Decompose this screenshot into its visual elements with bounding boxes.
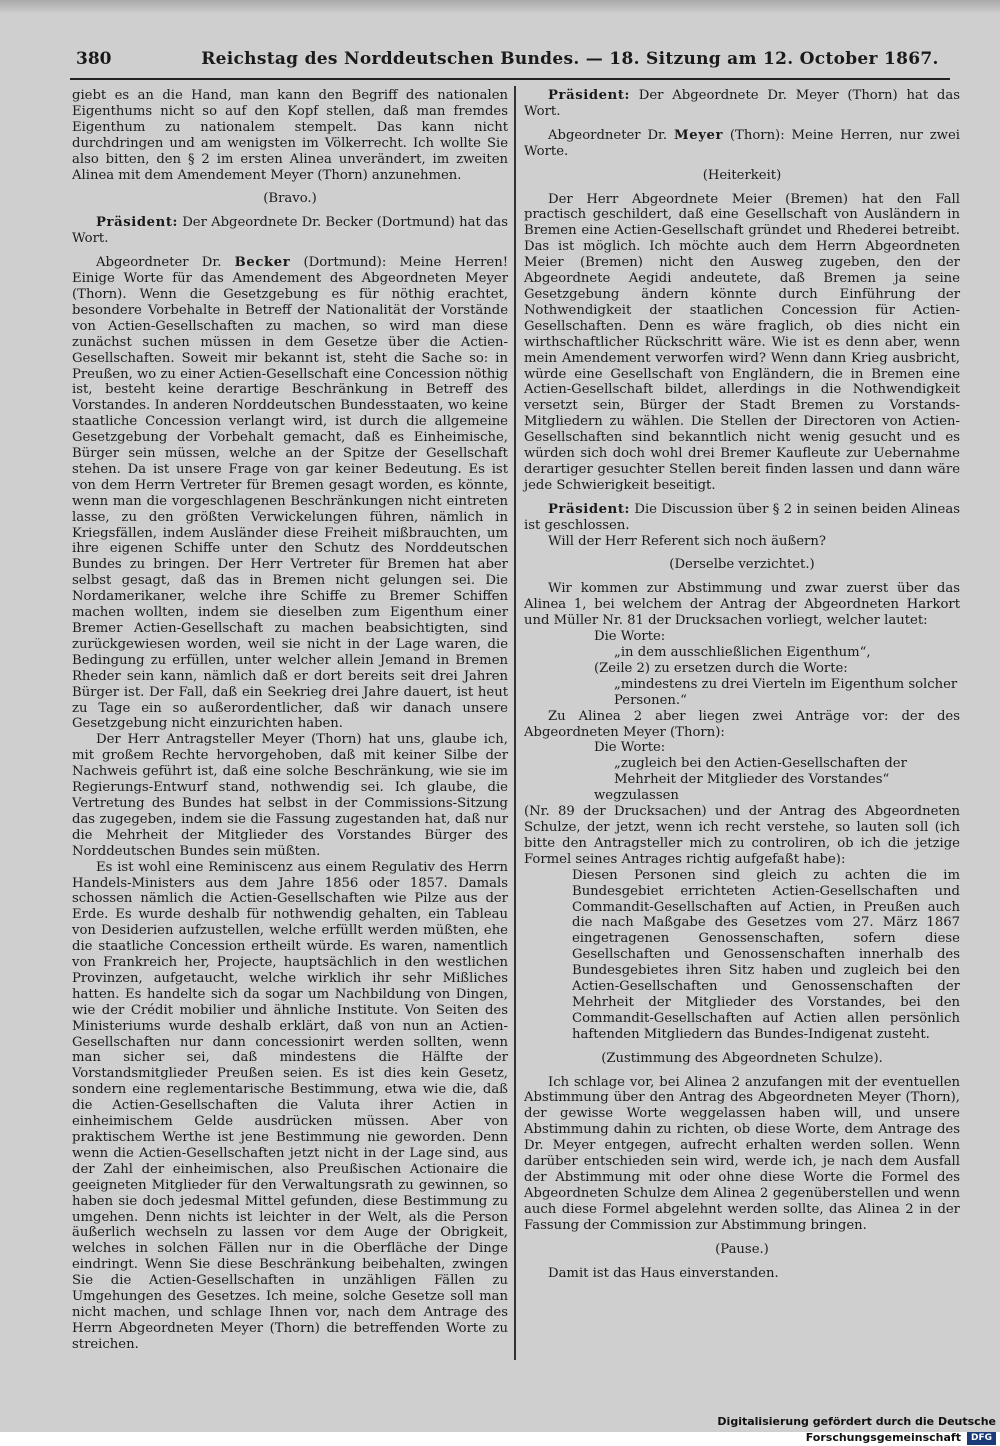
statement-text: Der Abgeordnete Dr. Becker (Dortmund) hat das Wort.	[72, 215, 509, 247]
page-header	[70, 42, 950, 76]
president-statement	[524, 502, 960, 534]
interjection-zustimmung: (Zustimmung des Abgeordneten Schulze).	[601, 1050, 883, 1066]
speaker-label: Präsident:	[548, 501, 631, 517]
interjection-verzichtet: (Derselbe verzichtet.)	[669, 557, 815, 573]
quote-line: „mindestens zu drei Vierteln im Eigenthum solcher Personen.“	[614, 676, 958, 708]
speech-becker	[72, 255, 508, 732]
running-title: Reichstag des Norddeutschen Bundes. — 18. Sitzung am 12. October 1867.	[201, 49, 939, 69]
right-column	[524, 88, 960, 1281]
paragraph: giebt es an die Hand, man kann den Begriff des nationalen Eigenthums nicht so auf den Kopf stellen, daß man fremdes Eigenthum zu nationalem stempelt. Das kann nicht durchdringen und am wenigsten im Völkerrecht. Ich wollte Sie also bitten, den § 2 im ersten Alinea unverändert, im zweiten Alinea mit dem Amendement Meyer (Thorn) anzunehmen.	[72, 88, 508, 183]
speaker-label: Präsident:	[548, 88, 631, 103]
statement-text: Die Discussion über § 2 in seinen beiden Alineas ist geschlossen.	[524, 501, 960, 533]
quote-line: Die Worte:	[594, 740, 666, 756]
speech-lead: Abgeordneter Dr.	[96, 255, 222, 271]
footer-text: Digitalisierung gefördert durch die Deutsche Forschungsgemeinschaft	[717, 1415, 996, 1444]
left-column	[72, 88, 508, 1353]
paragraph: Zu Alinea 2 aber liegen zwei Anträge vor: der des Abgeordneten Meyer (Thorn):	[524, 708, 960, 740]
paragraph: Damit ist das Haus einverstanden.	[548, 1265, 779, 1281]
column-divider	[514, 86, 516, 1360]
speech-text: (Thorn): Meine Herren, nur zwei Worte.	[524, 127, 960, 159]
quote-line: Die Worte:	[594, 629, 666, 645]
speaker-name: Becker	[234, 255, 291, 271]
quote-line: wegzulassen	[594, 788, 679, 804]
speaker-name: Meyer	[674, 127, 723, 143]
paragraph: Der Herr Antragsteller Meyer (Thorn) hat uns, glaube ich, mit großem Rechte hervorgehoben, daß mit keiner Silbe der Nachweis geführt ist, daß eine solche Beschränkung, wie sie im Regierungs-Entwurf stand, nothwendig sei. Ich glaube, die Vertretung des Bundes hat selbst in der Commissions-Sitzung das zugegeben, indem sie die Fassung zugestanden hat, daß nur die Mehrheit der Mitglieder des Vorstandes Bürger des Norddeutschen Bundes sein müßten.	[72, 732, 508, 859]
dfg-logo-icon: DFG	[967, 1432, 996, 1445]
speaker-label: Präsident:	[96, 215, 179, 231]
speech-text: (Dortmund): Meine Herren! Einige Worte für das Amendement des Abgeordneten Meyer (Thorn). Wenn die Gesetzgebung es für nöthig erachtet, besondere Vorbehalte in Betreff der Nationalität der Vorstände von Actien-Gesellschaften zu machen, so wird man diese zunächst suchen müssen in dem Gesetze über die Actien-Gesellschaften. Soweit mir bekannt ist, steht die Sache so: in Preußen, wo zu einer Actien-Gesellschaft eine Concession nöthig ist, besteht keine derartige Beschränkung in Betreff des Vorstandes. In anderen Norddeutschen Bundesstaaten, wo keine staatliche Concession verlangt wird, ist durch die allgemeine Gesetzgebung der Vorbehalt gemacht, daß es Einheimische, Bürger sein müssen, welche an der Spitze der Gesellschaft stehen. Da ist unsere Frage von gar keiner Bedeutung. Es ist von dem Herrn Vertreter für Bremen gesagt worden, es könnte, wenn man die vorgeschlagenen Beschränkungen nicht eintreten lasse, zu den größten Verwickelungen führen, nämlich in Kriegsfällen, indem Ausländer diese Freiheit mißbrauchten, um ihre eigenen Schiffe unter den Schutz des Norddeutschen Bundes zu bringen. Der Herr Vertreter für Bremen hat aber selbst gesagt, daß das in Bremen nicht gelungen sei. Die Nordamerikaner, welche ihre Schiffe zu Bremer Schiffen machen wollten, indem sie dieselben zum Eigenthum einer Bremer Actien-Gesellschaft zu machen beabsichtigten, sind zurückgewiesen worden, weil sie nicht in der Lage waren, die Bedingung zu erfüllen, unter welcher allein Jemand in Bremen Rheder sein kann, nämlich daß er dort bereits seit drei Jahren Bürger ist. Der Fall, daß ein Seekrieg drei Jahre dauert, ist heut zu Tage ein so außerordentlicher, daß wir danach unsere Gesetzgebung nicht einzurichten haben.	[72, 255, 508, 732]
president-statement	[72, 215, 508, 247]
paragraph: Wir kommen zur Abstimmung und zwar zuerst über das Alinea 1, bei welchem der Antrag der Abgeordneten Harkort und Müller Nr. 81 der Drucksachen vorliegt, welcher lautet:	[524, 581, 960, 629]
paragraph: Will der Herr Referent sich noch äußern?	[548, 533, 826, 549]
speech-lead: Abgeordneter Dr.	[548, 127, 668, 143]
paragraph: Es ist wohl eine Reminiscenz aus einem Regulativ des Herrn Handels-Ministers aus dem Jahre 1856 oder 1857. Damals schossen nämlich die Actien-Gesellschaften wie Pilze aus der Erde. Es wurde deshalb für nothwendig gehalten, ein Tableau von Desiderien aufzustellen, welche erfüllt werden müßten, ehe die staatliche Concession ertheilt würde. Es waren, namentlich von Frankreich her, Projecte, hauptsächlich in den westlichen Provinzen, aufgetaucht, welche wirklich ihr sehr Mißliches hatten. Es handelte sich da sogar um Nachbildung von Dingen, wie der Crédit mobilier und ähnliche Institute. Von Seiten des Ministeriums wurde deshalb erklärt, daß von nun an Actien-Gesellschaften nur dann concessionirt werden sollten, wenn man sicher sei, daß mindestens die Hälfte der Vorstandsmitglieder Preußen seien. Es ist dies kein Gesetz, sondern eine reglementarische Bestimmung, etwa wie die, daß die Actien-Gesellschaften die Valuta ihrer Actien in einheimischem Gelde ausdrücken müssen. Aber von praktischem Werthe ist jene Bestimmung nie geworden. Denn wenn die Actien-Gesellschaften jetzt nicht in der Lage sind, aus der Zahl der einheimischen, also Preußischen Actionaire die geeigneten Mitglieder für den Verwaltungsrath zu gewinnen, so haben sie doch jedesmal Mittel gefunden, diese Bestimmung zu umgehen. Denn nichts ist leichter in der Welt, als die Person äußerlich wechseln zu lassen vor dem Auge der Obrigkeit, welches in solchen Fällen nur in die Oberfläche der Dinge eindringt. Wenn Sie diese Beschränkung beibehalten, zwingen Sie die Actien-Gesellschaften in unzähligen Fällen zu Umgehungen des Gesetzes. Ich meine, solche Gesetze soll man nicht machen, und schlage Ihnen vor, nach dem Antrage des Herrn Abgeordneten Meyer (Thorn) die betreffenden Worte zu streichen.	[72, 859, 508, 1352]
interjection-bravo: (Bravo.)	[263, 191, 317, 207]
interjection-heiterkeit: (Heiterkeit)	[702, 167, 782, 183]
digitization-footer	[560, 1414, 996, 1444]
quoted-formula: Diesen Personen sind gleich zu achten die im Bundesgebiet errichteten Actien-Gesellschaften und Commandit-Gesellschaften auf Actien, in Preußen auch die nach Maßgabe des Gesetzes vom 27. März 1867 eingetragenen Genossenschaften, sofern diese Gesellschaften und Genossenschaften innerhalb des Bundesgebietes ihren Sitz haben und zugleich bei den Actien-Gesellschaften und Genossenschaften der Mehrheit der Mitglieder des Vorstandes, bei den Commandit-Gesellschaften auf Actien allen persönlich haftenden Mitgliedern das Bundes-Indigenat zusteht.	[572, 867, 960, 1042]
statement-text: Der Abgeordnete Dr. Meyer (Thorn) hat das Wort.	[524, 88, 960, 119]
header-rule	[70, 78, 950, 80]
speech-meyer	[524, 128, 960, 160]
page-number: 380	[76, 49, 112, 69]
paragraph: Ich schlage vor, bei Alinea 2 anzufangen mit der eventuellen Abstimmung über den Antrag des Abgeordneten Meyer (Thorn), der gewisse Worte weggelassen haben will, und unsere Abstimmung dahin zu richten, ob diese Worte, dem Antrage des Dr. Meyer entgegen, aufrecht erhalten werden sollen. Wenn darüber entschieden sein wird, werde ich, je nach dem Ausfall der Abstimmung mit oder ohne diese Worte die Formel des Abgeordneten Schulze dem Alinea 2 gegenüberstellen und wenn auch diese Formel abgelehnt werden sollte, das Alinea 2 in der Fassung der Commission zur Abstimmung bringen.	[524, 1074, 960, 1233]
quote-line: „zugleich bei den Actien-Gesellschaften der Mehrheit der Mitglieder des Vorstandes“	[614, 756, 907, 788]
paragraph: Der Herr Abgeordnete Meier (Bremen) hat den Fall practisch geschildert, daß eine Gesellschaft von Ausländern in Bremen eine Actien-Gesellschaft gründet und Rhederei betreibt. Das ist möglich. Ich möchte auch dem Herrn Abgeordneten Meier (Bremen) nicht den Ausweg zugeben, den der Abgeordnete Aegidi andeutete, daß Bremen ja seine Gesetzgebung ändern könnte durch Einführung der Nothwendigkeit der staatlichen Concession für Actien-Gesellschaften. Denn es wäre fraglich, ob dies nicht ein wirthschaftlicher Rückschritt wäre. Wie ist es denn aber, wenn mein Amendement verworfen wird? Wenn dann Krieg ausbricht, würde eine Gesellschaft von Engländern, die in Bremen eine Actien-Gesellschaft bildet, allerdings in die Nothwendigkeit versetzt sein, Bürger der Stadt Bremen zu Vorstands-Mitgliedern zu wählen. Die Stellen der Directoren von Actien-Gesellschaften sind bekanntlich nicht wenig gesucht und es würden sich doch wohl drei Bremer Kaufleute zur Uebernahme derartiger gesuchter Stellen bereit finden lassen und dann wäre jede Schwierigkeit beseitigt.	[524, 191, 960, 493]
quote-line: (Zeile 2) zu ersetzen durch die Worte:	[594, 660, 848, 676]
president-statement	[524, 88, 960, 120]
interjection-pause: (Pause.)	[715, 1241, 769, 1257]
scan-edge-shadow	[0, 0, 1000, 14]
paragraph: (Nr. 89 der Drucksachen) und der Antrag des Abgeordneten Schulze, der jetzt, wenn ich recht verstehe, so lauten soll (ich bitte den Antragsteller mich zu controliren, ob ich die jetzige Formel seines Antrages richtig aufgefaßt habe):	[524, 804, 960, 867]
quote-line: „in dem ausschließlichen Eigenthum“,	[614, 645, 871, 660]
